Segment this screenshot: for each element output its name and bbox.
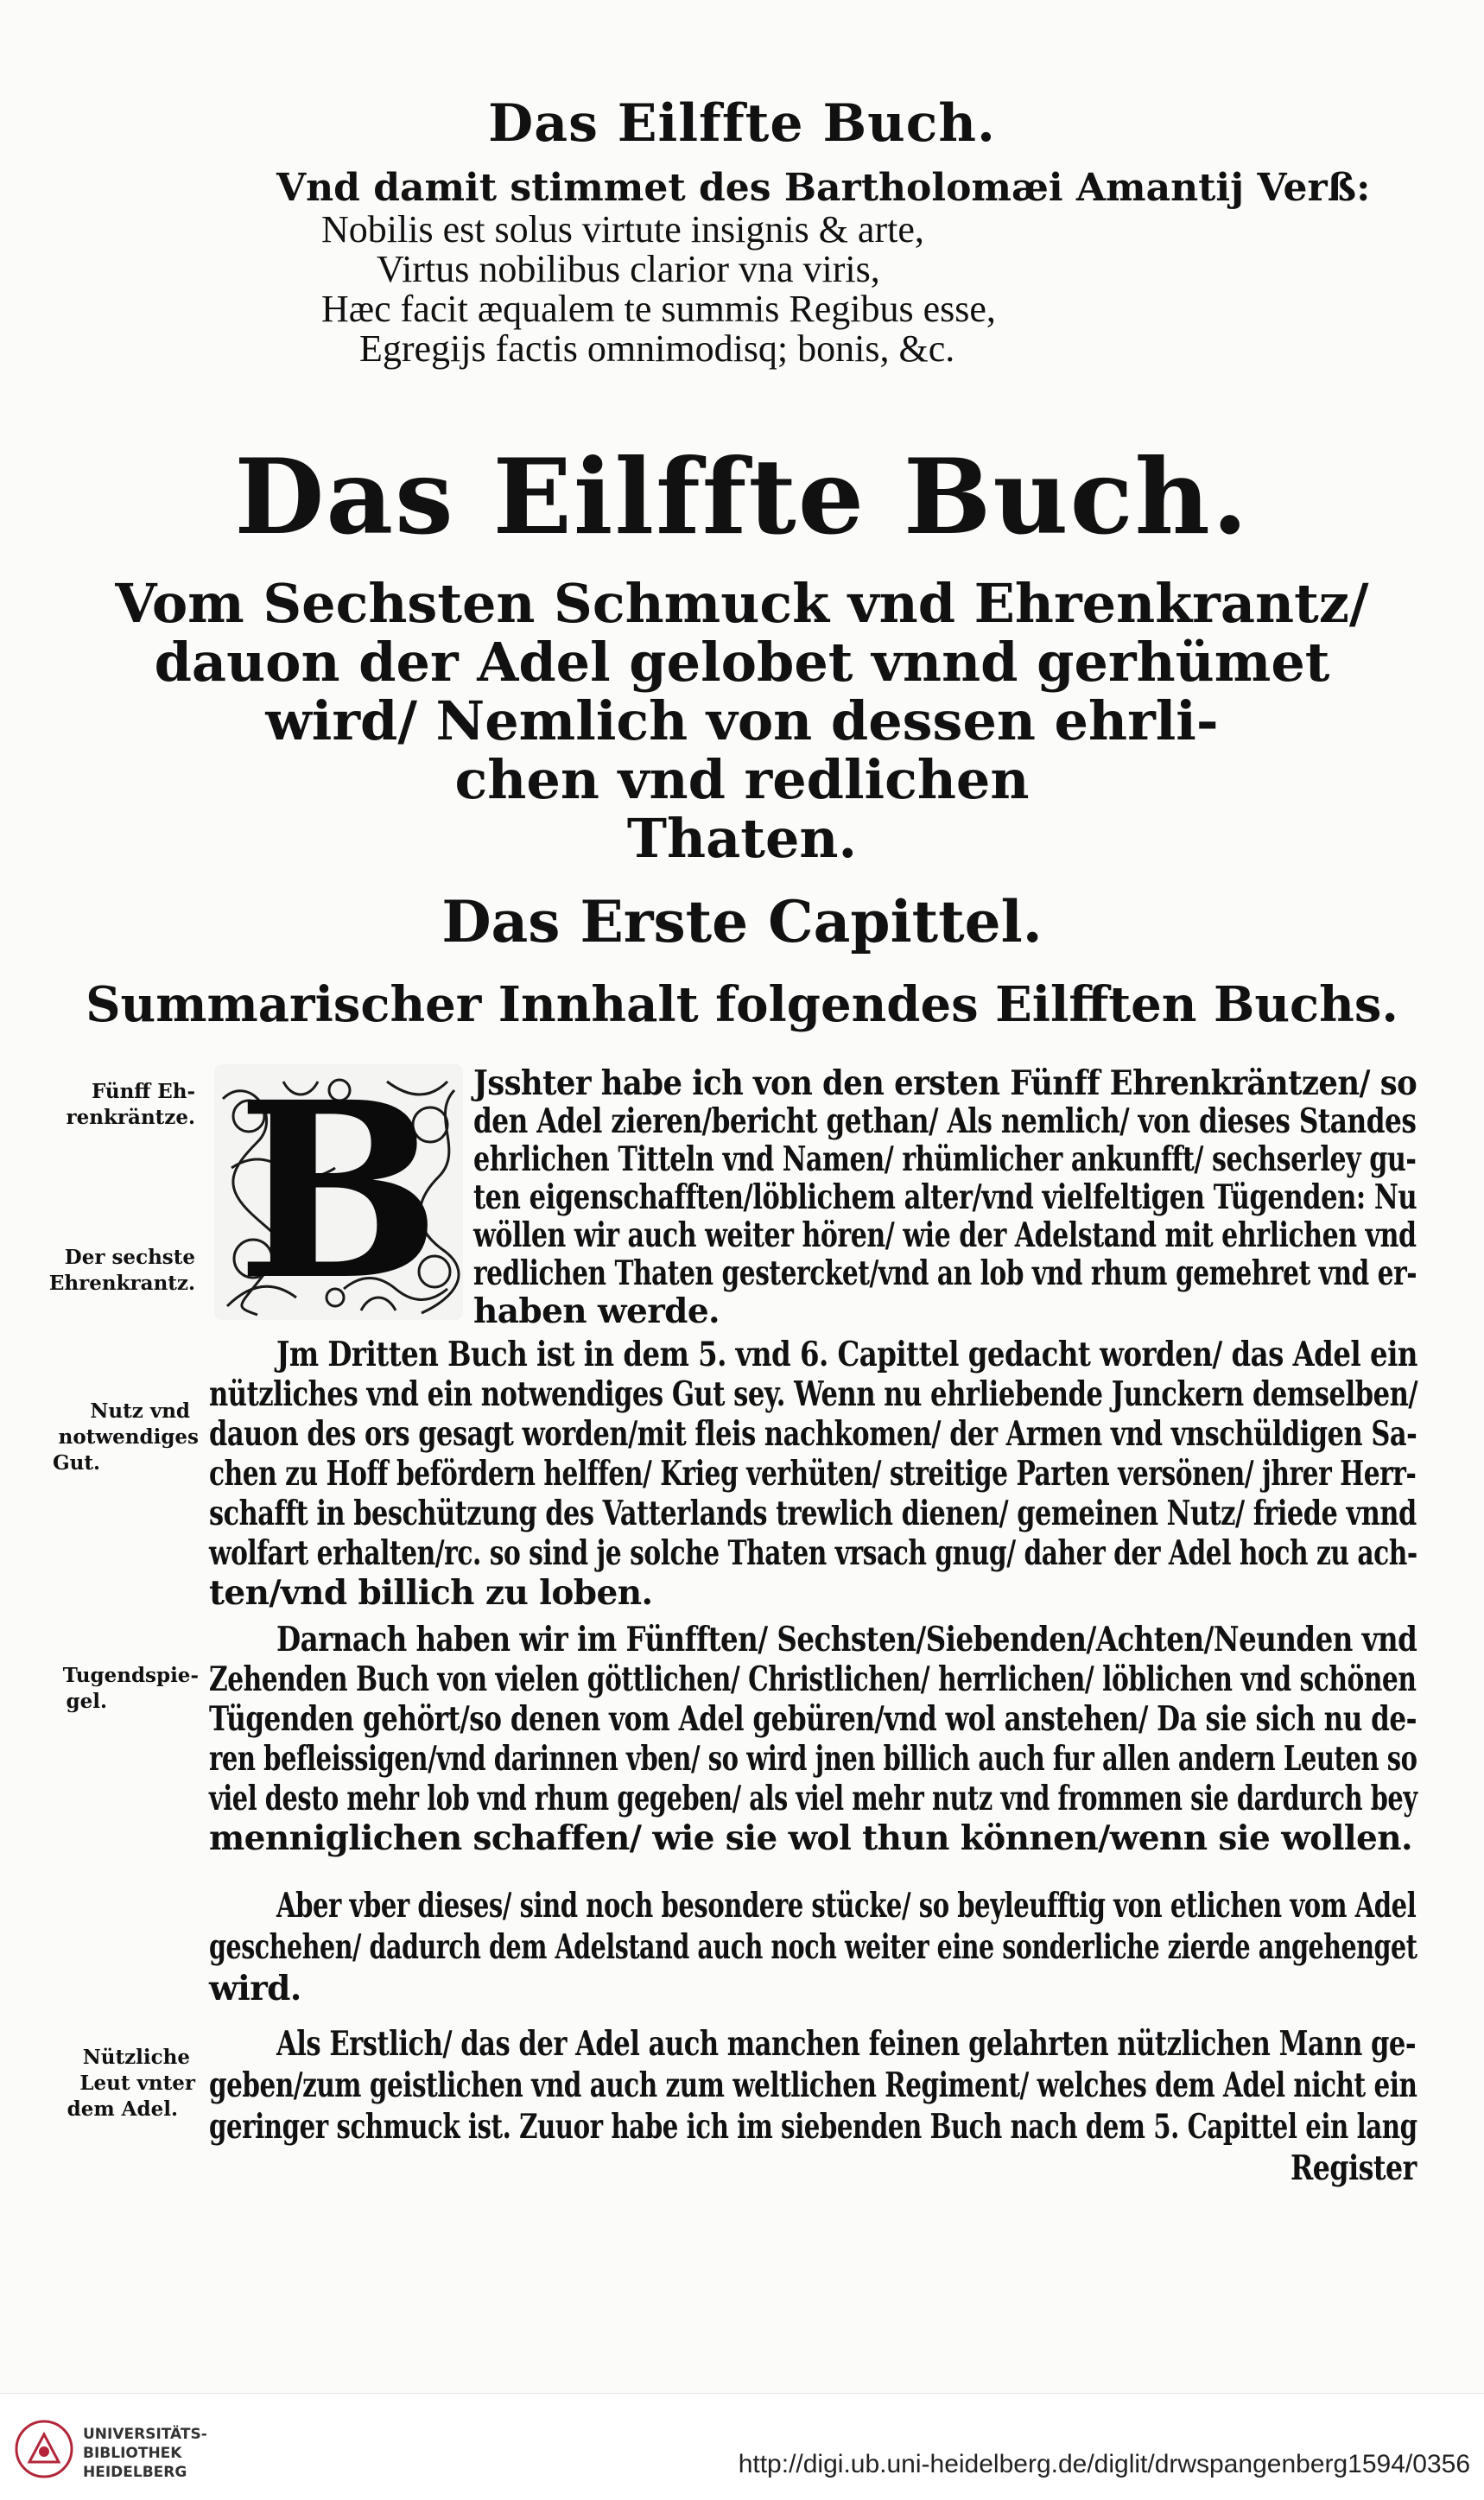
margin-note: gel. bbox=[66, 1690, 107, 1713]
summary-heading: Summarischer Innhalt folgendes Eilfften Buchs. bbox=[86, 976, 1398, 1033]
library-logo-line: HEIDELBERG bbox=[83, 2464, 187, 2481]
latin-verse-line: Nobilis est solus virtute insignis & arte, bbox=[321, 208, 924, 251]
ornamental-initial bbox=[214, 1064, 463, 1320]
verse-intro: Vnd damit stimmet des Bartholomæi Amantij Verß: bbox=[276, 166, 1371, 210]
body-line: geschehen/ dadurch dem Adelstand auch noch weiter eine sonderliche zierde angehenget bbox=[209, 1927, 1417, 1967]
body-line: ehrlichen Titteln vnd Namen/ rhümlicher ankunfft/ sechserley gu- bbox=[473, 1139, 1417, 1179]
margin-note: Nützliche bbox=[82, 2046, 190, 2069]
margin-note: Gut. bbox=[53, 1451, 100, 1475]
body-line: Als Erstlich/ das der Adel auch manchen feinen gelahrten nützlichen Mann ge- bbox=[276, 2024, 1417, 2064]
body-line: ten/vnd billich zu loben. bbox=[209, 1573, 653, 1613]
latin-verse-line: Hæc facit æqualem te summis Regibus esse, bbox=[321, 288, 996, 330]
margin-note: Nutz vnd bbox=[90, 1399, 190, 1423]
body-line: viel desto mehr lob vnd rhum gegeben/ als viel mehr nutz vnd frommen sie dardurch bey bbox=[209, 1779, 1417, 1818]
body-line: ren befleissigen/vnd darinnen vben/ so wird jnen billich auch fur allen andern Leuten so bbox=[209, 1739, 1417, 1779]
margin-note: renkräntze. bbox=[66, 1106, 195, 1129]
footer-bar bbox=[0, 2393, 1484, 2500]
body-line: den Adel zieren/bericht gethan/ Als nemlich/ von dieses Standes bbox=[473, 1101, 1417, 1141]
source-url-link[interactable]: http://digi.ub.uni-heidelberg.de/diglit/drwspangenberg1594/0356 bbox=[738, 2450, 1470, 2478]
margin-note: Fünff Eh- bbox=[91, 1080, 195, 1103]
body-line: redlichen Thaten gestercket/vnd an lob vnd rhum gemehret vnd er- bbox=[473, 1253, 1417, 1293]
body-line: haben werde. bbox=[473, 1291, 720, 1331]
margin-note: dem Adel. bbox=[67, 2097, 178, 2121]
body-line: Tügenden gehört/so denen vom Adel gebüren/vnd wol anstehen/ Da sie sich nu de- bbox=[209, 1699, 1417, 1739]
latin-verse-line: Egregijs factis omnimodisq; bonis, &c. bbox=[359, 327, 955, 370]
chapter-heading: Das Erste Capittel. bbox=[441, 888, 1043, 955]
body-line: wolfart erhalten/rc. so sind je solche Thaten vrsach gnug/ daher der Adel hoch zu ach- bbox=[209, 1533, 1417, 1573]
margin-note: Tugendspie- bbox=[62, 1664, 199, 1687]
body-line: Aber vber dieses/ sind noch besondere stücke/ so beyleufftig von etlichen vom Adel bbox=[276, 1886, 1417, 1926]
subtitle-line: Thaten. bbox=[626, 807, 858, 870]
body-line: chen zu Hoff befördern helffen/ Krieg verhüten/ streitige Parten versönen/ jhrer Herr- bbox=[209, 1454, 1417, 1494]
library-logo-line: UNIVERSITÄTS- bbox=[83, 2426, 207, 2443]
university-seal-icon bbox=[14, 2419, 74, 2479]
body-line: geringer schmuck ist. Zuuor habe ich im siebenden Buch nach dem 5. Capittel ein lang bbox=[209, 2107, 1417, 2147]
latin-verse-line: Virtus nobilibus clarior vna viris, bbox=[377, 248, 880, 290]
margin-note: notwendiges bbox=[58, 1425, 199, 1449]
body-line: menniglichen schaffen/ wie sie wol thun können/wenn sie wollen. bbox=[209, 1818, 1412, 1858]
body-line: geben/zum geistlichen vnd auch zum weltlichen Regiment/ welches dem Adel nicht ein bbox=[209, 2065, 1417, 2105]
book-title: Das Eilffte Buch. bbox=[234, 436, 1250, 558]
body-line: nützliches vnd ein notwendiges Gut sey. Wenn nu ehrliebende Junckern demselben/ bbox=[209, 1374, 1418, 1414]
body-line: wöllen wir auch weiter hören/ wie der Adelstand mit ehrlichen vnd bbox=[473, 1215, 1417, 1255]
subtitle-line: wird/ Nemlich von dessen ehrli- bbox=[265, 689, 1219, 752]
running-head: Das Eilffte Buch. bbox=[488, 93, 996, 154]
body-line: ten eigenschafften/löblichem alter/vnd vielfeltigen Tügenden: Nu bbox=[473, 1177, 1417, 1217]
subtitle-line: chen vnd redlichen bbox=[454, 748, 1030, 811]
margin-note: Der sechste bbox=[64, 1246, 195, 1269]
body-line: wird. bbox=[209, 1969, 301, 2008]
library-logo-line: BIBLIOTHEK bbox=[83, 2445, 182, 2462]
body-line: Zehenden Buch von vielen göttlichen/ Christlichen/ herrlichen/ löblichen vnd schönen bbox=[209, 1659, 1417, 1699]
subtitle-line: Vom Sechsten Schmuck vnd Ehrenkrantz/ bbox=[115, 572, 1369, 635]
body-line: Darnach haben wir im Fünfften/ Sechsten/Siebenden/Achten/Neunden vnd bbox=[276, 1620, 1417, 1659]
initial-letter: B bbox=[236, 1064, 441, 1320]
body-line: Jm Dritten Buch ist in dem 5. vnd 6. Capittel gedacht worden/ das Adel ein bbox=[276, 1335, 1417, 1374]
body-line: Jsshter habe ich von den ersten Fünff Ehrenkräntzen/ so bbox=[473, 1063, 1417, 1103]
subtitle-line: dauon der Adel gelobet vnnd gerhümet bbox=[154, 631, 1330, 694]
margin-note: Leut vnter bbox=[79, 2072, 195, 2095]
body-line: dauon des ors gesagt worden/mit fleis nachkomen/ der Armen vnd vnschüldigen Sa- bbox=[209, 1414, 1417, 1454]
catchword: Register bbox=[1291, 2148, 1417, 2188]
body-line: schafft in beschützung des Vatterlands trewlich dienen/ gemeinen Nutz/ friede vnnd bbox=[209, 1494, 1417, 1533]
margin-note: Ehrenkrantz. bbox=[48, 1272, 195, 1295]
